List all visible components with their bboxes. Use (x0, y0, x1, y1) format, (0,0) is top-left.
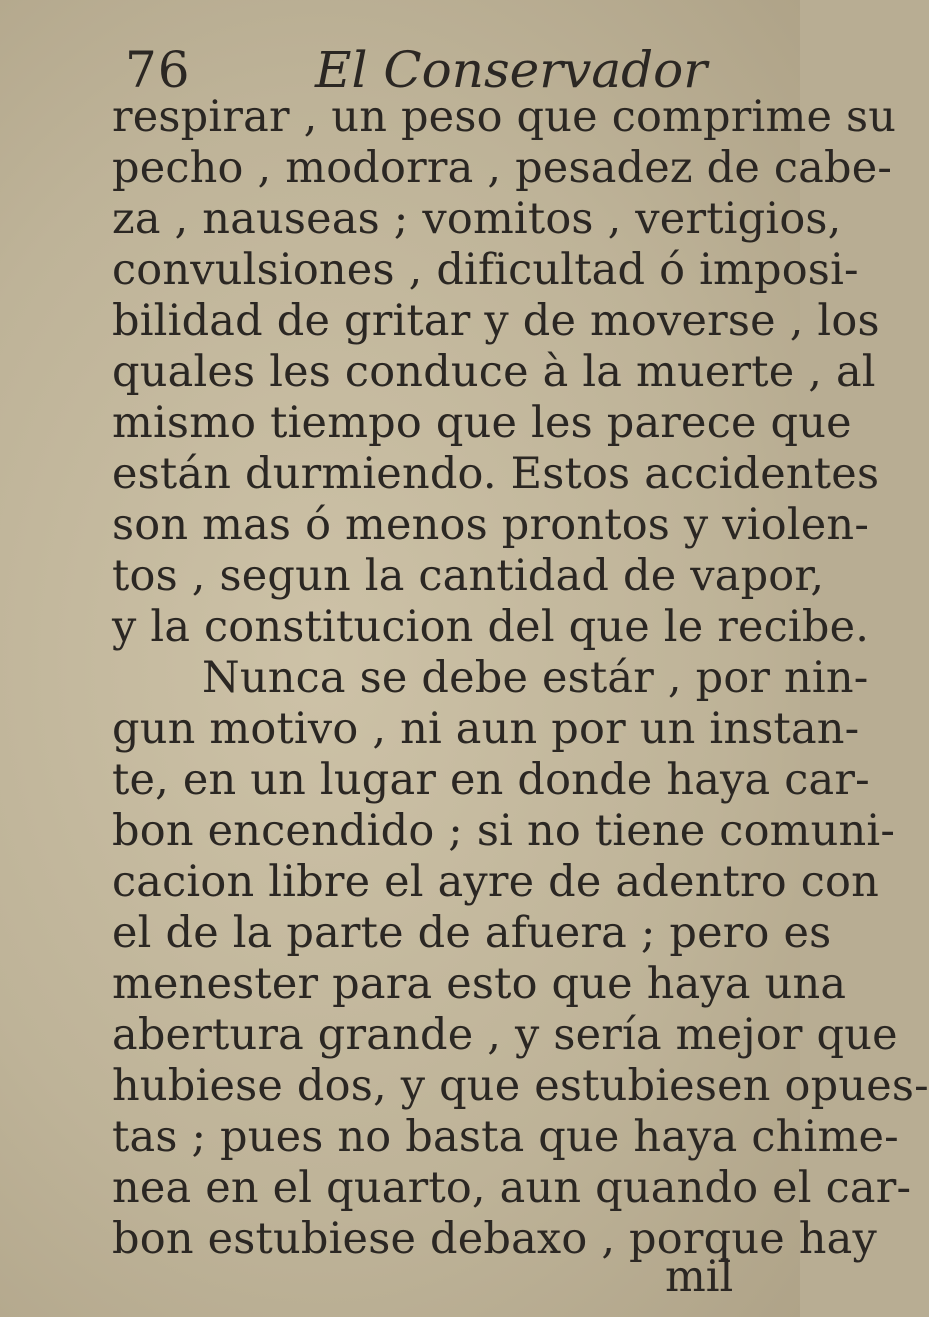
text-line: están durmiendo. Estos accidentes (112, 449, 880, 499)
text-line: cacion libre el ayre de adentro con (112, 857, 879, 907)
text-line: quales les conduce à la muerte , al (112, 347, 876, 397)
text-line: bon estubiese debaxo , porque hay (112, 1214, 877, 1264)
text-line: mismo tiempo que les parece que (112, 398, 852, 448)
text-line: pecho , modorra , pesadez de cabe- (112, 143, 893, 193)
text-line: y la constitucion del que le recibe. (112, 602, 870, 652)
catchword: mil (665, 1252, 734, 1302)
text-line: gun motivo , ni aun por un instan- (112, 704, 860, 754)
text-line: hubiese dos, y que estubiesen opues- (112, 1061, 929, 1111)
text-line: tas ; pues no basta que haya chime- (112, 1112, 899, 1162)
text-line: menester para esto que haya una (112, 959, 847, 1009)
text-line: son mas ó menos prontos y violen- (112, 500, 870, 550)
text-line: convulsiones , dificultad ó imposi- (112, 245, 859, 295)
text-line: za , nauseas ; vomitos , vertigios, (112, 194, 842, 244)
page-number: 76 (125, 41, 191, 99)
text-line: respirar , un peso que comprime su (112, 92, 897, 142)
paragraph-start-line: Nunca se debe estár , por nin- (202, 653, 869, 703)
text-line: abertura grande , y sería mejor que (112, 1010, 898, 1060)
body-text (112, 92, 929, 1265)
text-line: tos , segun la cantidad de vapor, (112, 551, 825, 601)
text-line: bon encendido ; si no tiene comuni- (112, 806, 896, 856)
page-header (115, 30, 715, 100)
text-line: nea en el quarto, aun quando el car- (112, 1163, 912, 1213)
text-line: el de la parte de afuera ; pero es (112, 908, 832, 958)
running-title: El Conservador (315, 41, 708, 99)
text-line: bilidad de gritar y de moverse , los (112, 296, 880, 346)
text-line: te, en un lugar en donde haya car- (112, 755, 870, 805)
